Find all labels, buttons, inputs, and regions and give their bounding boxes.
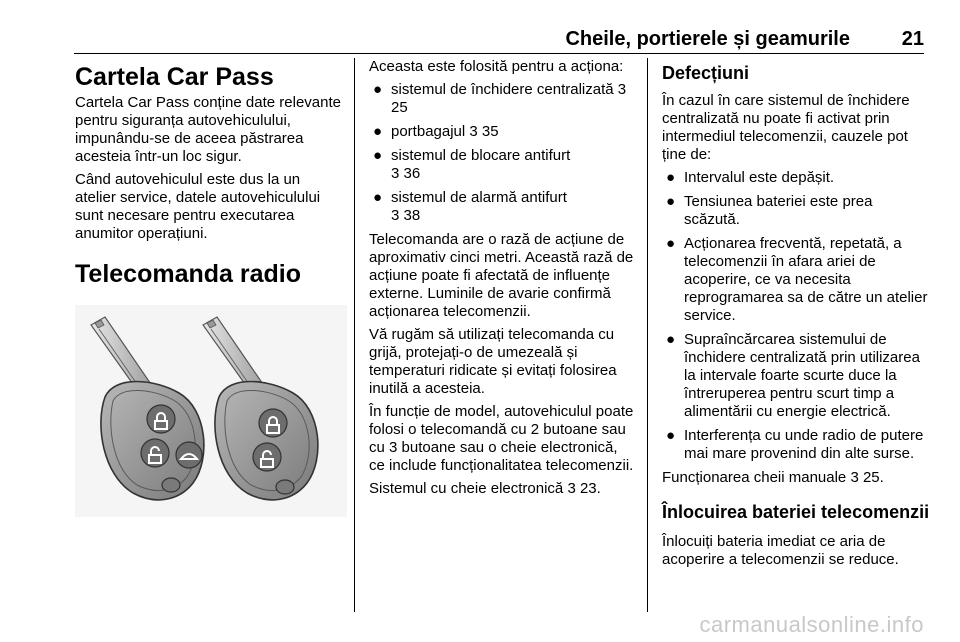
remote-key-2-buttons [203, 317, 318, 500]
list-item: ● Interferența cu unde radio de putere mai mare provenind din alte surse. [666, 427, 924, 462]
section-heading-car-pass: Cartela Car Pass [75, 63, 274, 91]
bullet: ● [373, 147, 383, 164]
list-item: ● sistemul de blocare antifurt 3 36 [373, 147, 571, 182]
paragraph: Vă rugăm să utilizați telecomanda cu grijă, protejați-o de umezeală și temperaturi ridicate și evitați folosirea inutilă a acesteia. [369, 326, 617, 397]
page-ref-icon: 3 [567, 480, 576, 497]
remote-key-3-buttons [91, 317, 204, 500]
paragraph: Telecomanda are o rază de acțiune de aproximativ cinci metri. Această rază de acțiune poate fi afectată de influențe externe. Luminile de avarie confirmă acționarea telecomenzii. [369, 231, 634, 320]
section-heading-battery-replacement: Înlocuirea bateriei telecomenzii [662, 502, 930, 522]
paragraph: În cazul în care sistemul de închidere centralizată nu poate fi activat prin intermediul telecomenzii, cauzele pot ține de: [662, 92, 910, 163]
page-ref-number[interactable]: 35 [481, 123, 499, 140]
page-ref-icon: 3 [391, 165, 400, 182]
function-list [369, 81, 637, 225]
list-item: ● Intervalul este depășit. [666, 169, 835, 186]
paragraph: Când autovehiculul este dus la un atelier service, datele autovehiculului sunt necesare pentru executarea anumitor operațiuni. [75, 171, 321, 242]
page-ref-number[interactable]: 25. [862, 469, 884, 486]
paragraph: Funcționarea cheii manuale 3 25. [662, 469, 884, 486]
bullet: ● [666, 427, 676, 444]
key-ring-hole [276, 480, 294, 494]
column-3 [662, 58, 932, 574]
page-number: 21 [901, 28, 924, 50]
remote-keys-illustration-svg [75, 305, 347, 517]
list-item: ● sistemul de alarmă antifurt 3 38 [373, 189, 567, 224]
page-ref-number[interactable]: 25 [391, 99, 408, 116]
paragraph: Sistemul cu cheie electronică 3 23. [369, 480, 601, 497]
list-item: ● Supraîncărcarea sistemului de închidere centralizată prin utilizarea la intervale foarte scurte duce la întreruperea pentru scurt timp a alimentării cu energie electrică. [666, 331, 920, 420]
section-heading-faults: Defecțiuni [662, 63, 750, 83]
page-ref-icon: 3 [617, 81, 627, 98]
page-ref-number[interactable]: 36 [403, 165, 421, 182]
bullet: ● [666, 169, 676, 186]
key-ring-hole [162, 478, 180, 492]
chapter-title: Cheile, portierele și geamurile [565, 28, 850, 50]
paragraph: Cartela Car Pass conține date relevante pentru siguranța autovehiculului, impunându-se de aceea păstrarea acesteia într-un loc sigur. [75, 94, 341, 165]
remote-keys-illustration [75, 305, 347, 517]
column-2 [369, 58, 637, 503]
list-item: ● sistemul de închidere centralizată 3 25 [373, 81, 627, 116]
column-divider [354, 58, 355, 612]
bullet: ● [373, 189, 383, 206]
page-ref-icon: 3 [391, 207, 400, 224]
paragraph: Înlocuiți bateria imediat ce aria de acoperire a telecomenzii se reduce. [662, 533, 899, 568]
column-divider [647, 58, 648, 612]
page-ref-icon: 3 [850, 469, 859, 486]
bullet: ● [373, 123, 383, 140]
list-item: ● Acționarea frecventă, repetată, a telecomenzii în afara ariei de acoperire, ce va necesita reprogramarea sa de către un atelier service. [666, 235, 928, 324]
section-heading-radio-remote: Telecomanda radio [75, 260, 301, 288]
page-ref-number[interactable]: 38 [403, 207, 421, 224]
list-item: ● portbagajul 3 35 [373, 123, 499, 140]
list-item: ● Tensiunea bateriei este prea scăzută. [666, 193, 873, 228]
header-rule [74, 53, 924, 54]
page-ref-number[interactable]: 23. [579, 480, 601, 497]
bullet: ● [666, 193, 676, 210]
page-ref-icon: 3 [469, 123, 478, 140]
paragraph: Aceasta este folosită pentru a acționa: [369, 58, 624, 75]
page-header [74, 26, 924, 56]
bullet: ● [666, 235, 676, 252]
watermark: carmanualsonline.info [699, 612, 924, 637]
column-1 [75, 58, 345, 517]
paragraph: În funcție de model, autovehiculul poate folosi o telecomandă cu 2 butoane sau cu 3 butoane sau o cheie electronică, ce include funcționalitatea telecomenzii. [369, 403, 634, 474]
causes-list [662, 169, 932, 463]
bullet: ● [373, 81, 383, 98]
bullet: ● [666, 331, 676, 348]
